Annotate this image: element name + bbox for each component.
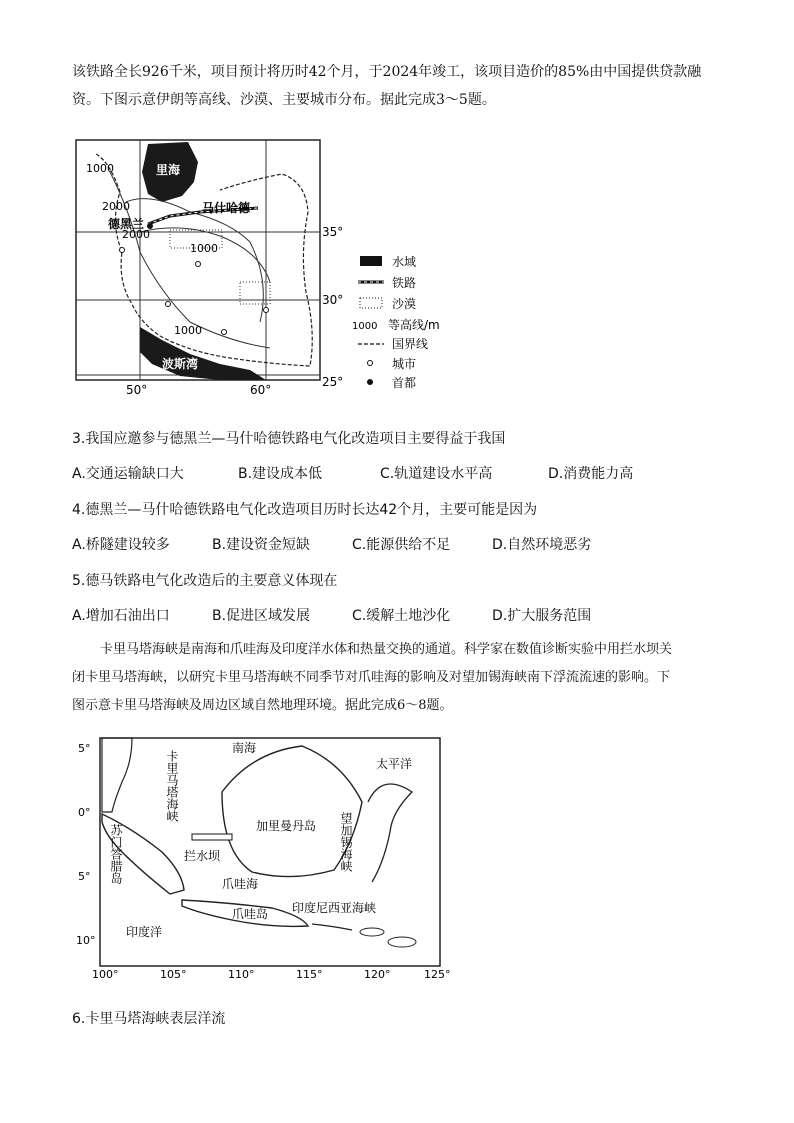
svg-text:沙漠: 沙漠 <box>392 297 417 311</box>
lon-label: 110° <box>228 968 255 981</box>
contour-label: 2000 <box>122 228 150 241</box>
option-c[interactable]: C.轨道建设水平高 <box>380 466 493 482</box>
option-b[interactable]: B.促进区域发展 <box>212 608 311 624</box>
iran-border <box>96 154 312 366</box>
lon-label: 115° <box>296 968 323 981</box>
contour-label: 2000 <box>102 200 130 213</box>
map1-legend <box>352 254 440 390</box>
option-c[interactable]: C.缓解土地沙化 <box>352 608 451 624</box>
kalimantan-label: 加里曼丹岛 <box>256 819 317 833</box>
city-dot-icon <box>368 361 373 366</box>
option-d[interactable]: D.扩大服务范围 <box>492 608 592 624</box>
dam-marker <box>192 834 232 840</box>
contour-label: 1000 <box>174 324 202 337</box>
makassar-label: 望加锡海峡 <box>339 812 353 872</box>
java-label: 爪哇岛 <box>232 907 269 921</box>
svg-text:城市: 城市 <box>392 357 417 371</box>
tehran-label: 德黑兰 <box>108 217 145 231</box>
question-4-stem: 4.德黑兰—马什哈德铁路电气化改造项目历时长达42个月，主要可能是因为 <box>72 502 538 518</box>
indian-ocean-label: 印度洋 <box>126 925 163 939</box>
sumatra-label: 苏门答腊岛 <box>109 824 123 884</box>
capital-dot-icon <box>367 379 373 385</box>
question-5-stem: 5.德马铁路电气化改造后的主要意义体现在 <box>72 573 338 589</box>
option-c[interactable]: C.能源供给不足 <box>352 537 451 553</box>
svg-text:水域: 水域 <box>392 255 417 269</box>
passage-2-line-2: 闭卡里马塔海峡，以研究卡里马塔海峡不同季节对爪哇海的影响及对望加锡海峡南下浮流流速的影响。下 <box>72 670 671 685</box>
option-d[interactable]: D.自然环境恶劣 <box>492 537 592 553</box>
passage-1-line-2: 资。下图示意伊朗等高线、沙漠、主要城市分布。据此完成3～5题。 <box>72 92 496 108</box>
lat-label: 35° <box>322 225 344 239</box>
passage-1-line-1: 该铁路全长926千米，项目预计将历时42个月，于2024年竣工，该项目造价的85%由中国提供贷款融 <box>72 64 702 80</box>
persian-gulf <box>140 327 266 380</box>
option-a[interactable]: A.交通运输缺口大 <box>72 466 184 482</box>
dam-label: 拦水坝 <box>184 849 221 863</box>
option-a[interactable]: A.桥隧建设较多 <box>72 537 170 553</box>
lon-label: 100° <box>92 968 119 981</box>
option-b[interactable]: B.建设成本低 <box>238 466 323 482</box>
water-swatch-icon <box>360 256 382 266</box>
indonesia-strait-label: 印度尼西亚海峡 <box>292 901 377 915</box>
contour-label: 1000 <box>190 242 218 255</box>
option-d[interactable]: D.消费能力高 <box>548 466 634 482</box>
question-6-stem: 6.卡里马塔海峡表层洋流 <box>72 1011 226 1027</box>
karimata-label: 卡里马塔海峡 <box>165 750 179 822</box>
caspian-label: 里海 <box>156 163 181 177</box>
lat-label: 5° <box>78 742 91 755</box>
svg-text:等高线/m: 等高线/m <box>388 318 440 332</box>
lat-label: 30° <box>322 293 344 307</box>
lon-label: 60° <box>250 383 272 397</box>
lat-label: 0° <box>78 806 91 819</box>
karimata-map <box>72 732 472 982</box>
lon-label: 125° <box>424 968 451 981</box>
svg-text:铁路: 铁路 <box>392 276 417 290</box>
lon-label: 120° <box>364 968 391 981</box>
option-b[interactable]: B.建设资金短缺 <box>212 537 311 553</box>
java-sea-label: 爪哇海 <box>222 877 259 891</box>
pacific-label: 太平洋 <box>376 757 413 771</box>
passage-2 <box>72 636 672 720</box>
lat-label: 25° <box>322 375 344 389</box>
contour-label: 1000 <box>86 162 114 175</box>
lon-label: 50° <box>126 383 148 397</box>
gulf-label: 波斯湾 <box>162 357 199 371</box>
iran-map <box>70 132 460 397</box>
option-a[interactable]: A.增加石油出口 <box>72 608 170 624</box>
lat-label: 10° <box>76 934 96 947</box>
contour-line-icon: 1000 <box>352 321 378 332</box>
svg-text:国界线: 国界线 <box>392 337 429 351</box>
lon-label: 105° <box>160 968 187 981</box>
desert-swatch-icon <box>360 298 382 308</box>
lat-label: 5° <box>78 870 91 883</box>
south-china-sea-label: 南海 <box>232 741 257 755</box>
passage-2-line-1: 卡里马塔海峡是南海和爪哇海及印度洋水体和热量交换的通道。科学家在数值诊断实验中用拦水坝关 <box>100 642 673 657</box>
passage-1 <box>72 58 701 114</box>
question-3-stem: 3.我国应邀参与德黑兰—马什哈德铁路电气化改造项目主要得益于我国 <box>72 431 506 447</box>
mashhad-label: 马什哈德 <box>202 201 251 215</box>
svg-text:首都: 首都 <box>392 376 417 390</box>
passage-2-line-3: 图示意卡里马塔海峡及周边区域自然地理环境。据此完成6～8题。 <box>72 698 453 713</box>
